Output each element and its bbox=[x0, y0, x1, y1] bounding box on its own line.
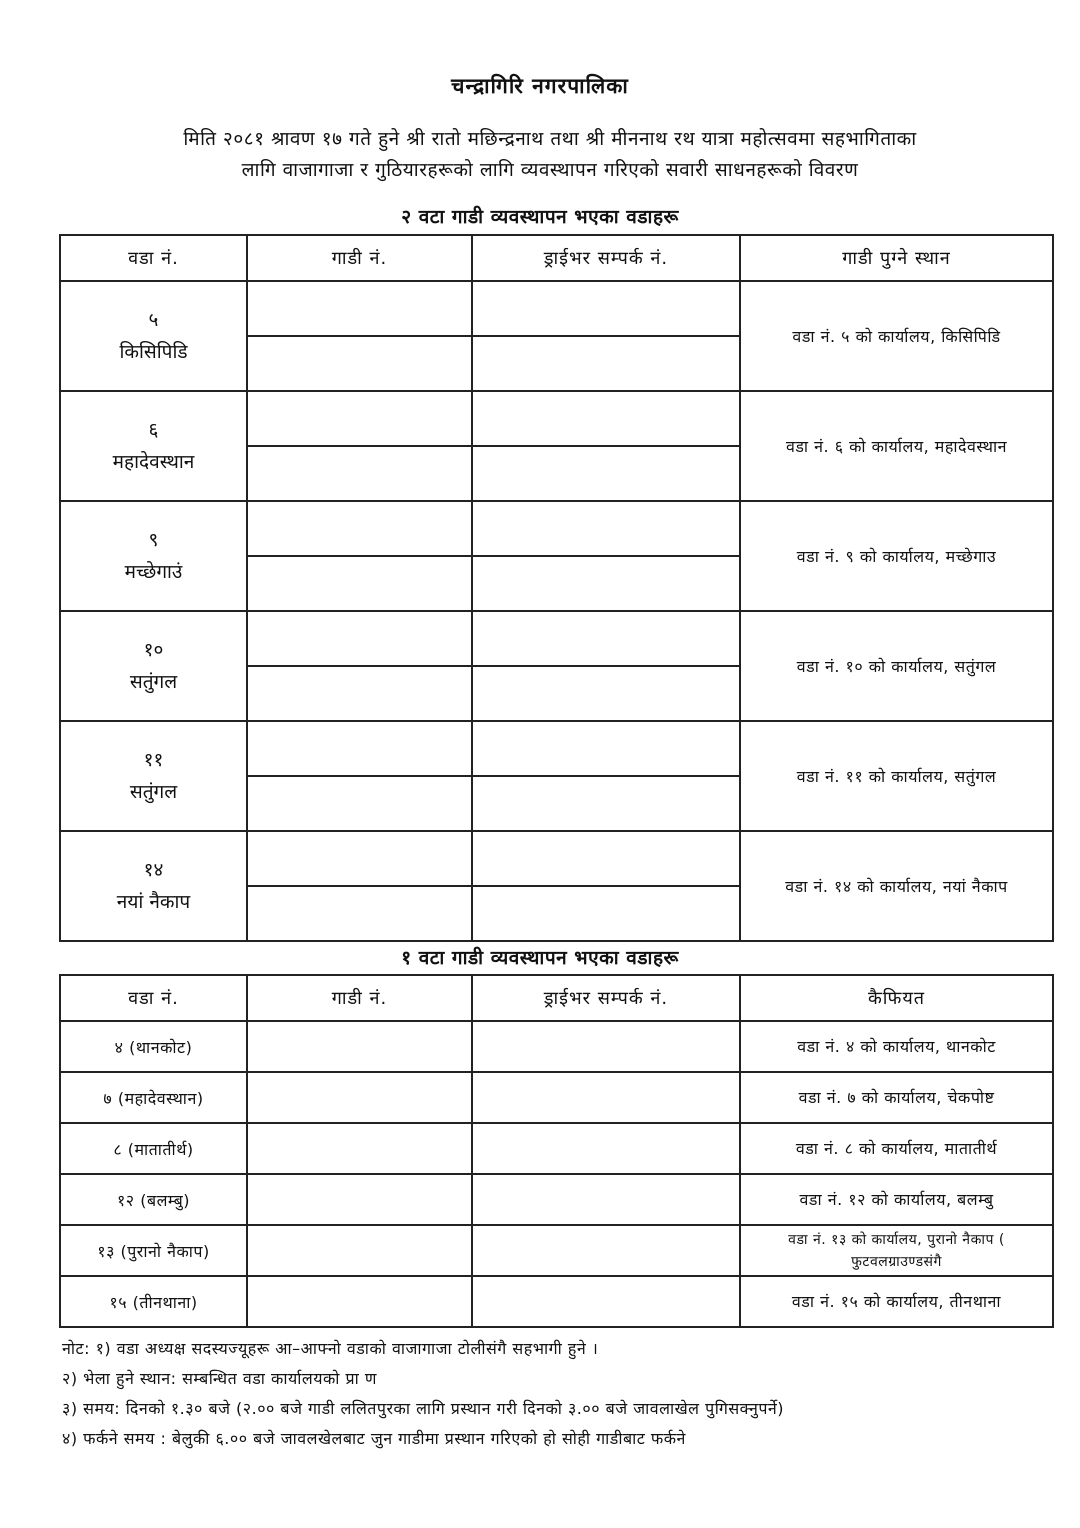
remark-cell: वडा नं. १२ को कार्यालय, बलम्बु bbox=[740, 1174, 1053, 1225]
page-title: चन्द्रागिरि नगरपालिका bbox=[451, 74, 629, 98]
table-row bbox=[60, 501, 1053, 556]
vehicle-no-cell[interactable] bbox=[247, 501, 472, 556]
note-line-1: नोट: १) वडा अध्यक्ष सदस्यज्यूहरू आ–आफ्नो वडाको वाजागाजा टोलीसंगै सहभागी हुने । bbox=[62, 1339, 599, 1358]
location-cell: वडा नं. १४ को कार्यालय, नयां नैकाप bbox=[740, 831, 1053, 941]
driver-contact-cell[interactable] bbox=[472, 556, 740, 611]
ward-number: १० bbox=[143, 639, 164, 661]
ward-cell: १५ (तीनथाना) bbox=[60, 1276, 247, 1327]
ward-name: नयां नैकाप bbox=[116, 891, 191, 913]
driver-contact-cell[interactable] bbox=[472, 1072, 740, 1123]
ward-name: महादेवस्थान bbox=[112, 451, 195, 473]
ward-cell: ४ (थानकोट) bbox=[60, 1021, 247, 1072]
ward-cell bbox=[60, 391, 247, 501]
location-cell: वडा नं. ९ को कार्यालय, मच्छेगाउ bbox=[740, 501, 1053, 611]
vehicle-no-cell[interactable] bbox=[247, 391, 472, 446]
column-header-vehicle-location: गाडी पुग्ने स्थान bbox=[740, 235, 1053, 281]
ward-cell bbox=[60, 281, 247, 391]
ward-cell: १३ (पुरानो नैकाप) bbox=[60, 1225, 247, 1276]
driver-contact-cell[interactable] bbox=[472, 721, 740, 776]
vehicle-no-cell[interactable] bbox=[247, 281, 472, 336]
column-header-vehicle-no: गाडी नं. bbox=[247, 975, 472, 1021]
remark-cell: वडा नं. ४ को कार्यालय, थानकोट bbox=[740, 1021, 1053, 1072]
driver-contact-cell[interactable] bbox=[472, 776, 740, 831]
table-header-row bbox=[60, 235, 1053, 281]
ward-number: ११ bbox=[143, 749, 164, 771]
ward-cell bbox=[60, 611, 247, 721]
notes-section bbox=[62, 1334, 1052, 1454]
vehicle-no-cell[interactable] bbox=[247, 886, 472, 941]
page-subtitle bbox=[70, 124, 1030, 186]
ward-number: ९ bbox=[148, 529, 159, 551]
driver-contact-cell[interactable] bbox=[472, 446, 740, 501]
driver-contact-cell[interactable] bbox=[472, 501, 740, 556]
section2-heading: १ वटा गाडी व्यवस्थापन भएका वडाहरू bbox=[401, 947, 679, 969]
table-row bbox=[60, 1072, 1053, 1123]
driver-contact-cell[interactable] bbox=[472, 1174, 740, 1225]
remark-cell: वडा नं. १५ को कार्यालय, तीनथाना bbox=[740, 1276, 1053, 1327]
location-cell: वडा नं. ११ को कार्यालय, सतुंगल bbox=[740, 721, 1053, 831]
ward-cell bbox=[60, 501, 247, 611]
vehicle-no-cell[interactable] bbox=[247, 721, 472, 776]
driver-contact-cell[interactable] bbox=[472, 831, 740, 886]
ward-cell bbox=[60, 721, 247, 831]
ward-cell: १२ (बलम्बु) bbox=[60, 1174, 247, 1225]
table-row bbox=[60, 1123, 1053, 1174]
driver-contact-cell[interactable] bbox=[472, 1225, 740, 1276]
driver-contact-cell[interactable] bbox=[472, 666, 740, 721]
remark-cell: वडा नं. ८ को कार्यालय, मातातीर्थ bbox=[740, 1123, 1053, 1174]
vehicle-no-cell[interactable] bbox=[247, 556, 472, 611]
ward-cell: ७ (महादेवस्थान) bbox=[60, 1072, 247, 1123]
ward-number: ६ bbox=[148, 419, 159, 441]
ward-name: सतुंगल bbox=[129, 671, 178, 693]
table-row bbox=[60, 1021, 1053, 1072]
vehicle-no-cell[interactable] bbox=[247, 776, 472, 831]
column-header-driver-contact: ड्राईभर सम्पर्क नं. bbox=[472, 975, 740, 1021]
table-header-row bbox=[60, 975, 1053, 1021]
subtitle-line-1: मिति २०८१ श्रावण १७ गते हुने श्री रातो मछिन्द्रनाथ तथा श्री मीननाथ रथ यात्रा महोत्सवमा सहभागिताका bbox=[183, 128, 917, 150]
driver-contact-cell[interactable] bbox=[472, 611, 740, 666]
driver-contact-cell[interactable] bbox=[472, 336, 740, 391]
column-header-remarks: कैफियत bbox=[740, 975, 1053, 1021]
driver-contact-cell[interactable] bbox=[472, 886, 740, 941]
column-header-ward: वडा नं. bbox=[60, 975, 247, 1021]
ward-number: ५ bbox=[148, 309, 159, 331]
vehicle-no-cell[interactable] bbox=[247, 1174, 472, 1225]
vehicle-no-cell[interactable] bbox=[247, 1072, 472, 1123]
driver-contact-cell[interactable] bbox=[472, 281, 740, 336]
vehicle-no-cell[interactable] bbox=[247, 831, 472, 886]
vehicle-no-cell[interactable] bbox=[247, 446, 472, 501]
driver-contact-cell[interactable] bbox=[472, 1021, 740, 1072]
driver-contact-cell[interactable] bbox=[472, 1123, 740, 1174]
vehicle-no-cell[interactable] bbox=[247, 1276, 472, 1327]
section1-heading: २ वटा गाडी व्यवस्थापन भएका वडाहरू bbox=[401, 206, 679, 228]
column-header-vehicle-no: गाडी नं. bbox=[247, 235, 472, 281]
table-row bbox=[60, 1225, 1053, 1276]
location-cell: वडा नं. १० को कार्यालय, सतुंगल bbox=[740, 611, 1053, 721]
note-line-3: ३) समय: दिनको १.३० बजे (२.०० बजे गाडी ललितपुरका लागि प्रस्थान गरी दिनको ३.०० बजे जावलाखेल पुगिसक्नुपर्ने) bbox=[62, 1399, 785, 1418]
note-line-2: २) भेला हुने स्थान: सम्बन्धित वडा कार्यालयको प्रा ण bbox=[62, 1369, 377, 1388]
two-vehicle-table bbox=[59, 234, 1054, 942]
ward-name: किसिपिडि bbox=[119, 341, 188, 363]
note-line-4: ४) फर्कने समय : बेलुकी ६.०० बजे जावलखेलबाट जुन गाडीमा प्रस्थान गरिएको हो सोही गाडीबाट फर्कने bbox=[62, 1429, 686, 1448]
one-vehicle-table bbox=[59, 974, 1054, 1328]
table-row bbox=[60, 1174, 1053, 1225]
location-cell: वडा नं. ६ को कार्यालय, महादेवस्थान bbox=[740, 391, 1053, 501]
table-row bbox=[60, 831, 1053, 886]
ward-number: १४ bbox=[143, 859, 164, 881]
vehicle-no-cell[interactable] bbox=[247, 1021, 472, 1072]
remark-cell: वडा नं. १३ को कार्यालय, पुरानो नैकाप ( फुटवलग्राउण्डसंगै bbox=[740, 1225, 1053, 1276]
table-row bbox=[60, 1276, 1053, 1327]
table-row bbox=[60, 281, 1053, 336]
vehicle-no-cell[interactable] bbox=[247, 1123, 472, 1174]
location-cell: वडा नं. ५ को कार्यालय, किसिपिडि bbox=[740, 281, 1053, 391]
table-row bbox=[60, 391, 1053, 446]
ward-cell: ८ (मातातीर्थ) bbox=[60, 1123, 247, 1174]
ward-name: सतुंगल bbox=[129, 781, 178, 803]
vehicle-no-cell[interactable] bbox=[247, 611, 472, 666]
ward-cell bbox=[60, 831, 247, 941]
driver-contact-cell[interactable] bbox=[472, 391, 740, 446]
column-header-ward: वडा नं. bbox=[60, 235, 247, 281]
ward-name: मच्छेगाउं bbox=[124, 561, 183, 583]
table-row bbox=[60, 721, 1053, 776]
vehicle-no-cell[interactable] bbox=[247, 1225, 472, 1276]
vehicle-no-cell[interactable] bbox=[247, 336, 472, 391]
driver-contact-cell[interactable] bbox=[472, 1276, 740, 1327]
table-row bbox=[60, 611, 1053, 666]
subtitle-line-2: लागि वाजागाजा र गुठियारहरूको लागि व्यवस्थापन गरिएको सवारी साधनहरूको विवरण bbox=[241, 159, 859, 181]
column-header-driver-contact: ड्राईभर सम्पर्क नं. bbox=[472, 235, 740, 281]
remark-cell: वडा नं. ७ को कार्यालय, चेकपोष्ट bbox=[740, 1072, 1053, 1123]
vehicle-no-cell[interactable] bbox=[247, 666, 472, 721]
